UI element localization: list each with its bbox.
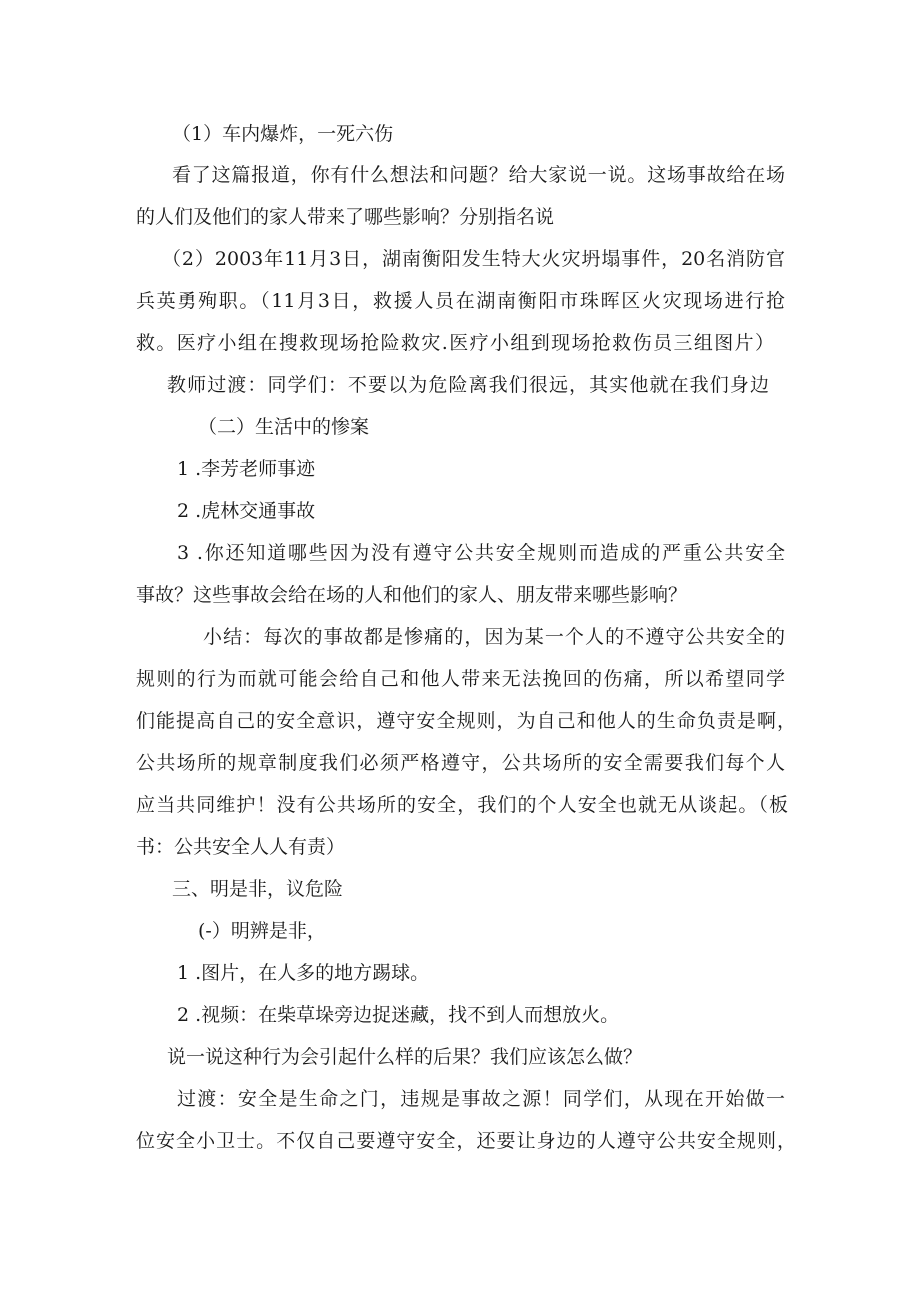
text-line: 救。医疗小组在搜救现场抢险救灾.医疗小组到现场抢救伤员三组图片） [136, 332, 774, 354]
text-line: 事故？这些事故会给在场的人和他们的家人、朋友带来哪些影响？ [136, 584, 688, 606]
list-item: 3 .你还知道哪些因为没有遵守公共安全规则而造成的严重公共安全 [177, 542, 785, 564]
list-item: 2 .虎林交通事故 [177, 500, 316, 522]
text-line: 看了这篇报道，你有什么想法和问题？给大家说一说。这场事故给在场 [172, 164, 785, 186]
text-line: 位安全小卫士。不仅自己要遵守安全，还要让身边的人遵守公共安全规则， [136, 1130, 796, 1152]
text-line: （2）2003年11月3日，湖南衡阳发生特大火灾坍塌事件，20名消防官 [162, 248, 785, 270]
section-heading: 三、明是非，议危险 [172, 878, 344, 900]
text-line: 书：公共安全人人有责） [136, 836, 346, 858]
section-heading: （二）生活中的惨案 [198, 416, 370, 438]
text-line: 过渡：安全是生命之门，违规是事故之源！同学们，从现在开始做一 [177, 1088, 785, 1110]
text-line: 教师过渡：同学们：不要以为危险离我们很远，其实他就在我们身边 [167, 374, 769, 396]
list-item: 1 .李芳老师事迹 [177, 458, 316, 480]
text-line: 规则的行为而就可能会给自己和他人带来无法挽回的伤痛，所以希望同学 [136, 668, 785, 690]
text-line: 小结：每次的事故都是惨痛的，因为某一个人的不遵守公共安全的 [203, 626, 785, 648]
text-line: 公共场所的规章制度我们必须严格遵守，公共场所的安全需要我们每个人 [136, 752, 785, 774]
text-line: 的人们及他们的家人带来了哪些影响？分别指名说 [136, 206, 555, 228]
list-item: 2 .视频：在柴草垛旁边捉迷藏，找不到人而想放火。 [177, 1004, 620, 1026]
text-line: 兵英勇殉职。（11月3日，救援人员在湖南衡阳市珠晖区火灾现场进行抢 [136, 290, 785, 312]
text-line: 说一说这种行为会引起什么样的后果？我们应该怎么做？ [167, 1046, 643, 1068]
text-line: 们能提高自己的安全意识，遵守安全规则，为自己和他人的生命负责是啊， [136, 710, 796, 732]
text-line: 应当共同维护！没有公共场所的安全，我们的个人安全也就无从谈起。（板 [136, 794, 788, 816]
section-heading: (-）明辨是非， [198, 920, 326, 942]
text-line: （1）车内爆炸，一死六伤 [172, 123, 394, 145]
list-item: 1 .图片，在人多的地方踢球。 [177, 962, 430, 984]
